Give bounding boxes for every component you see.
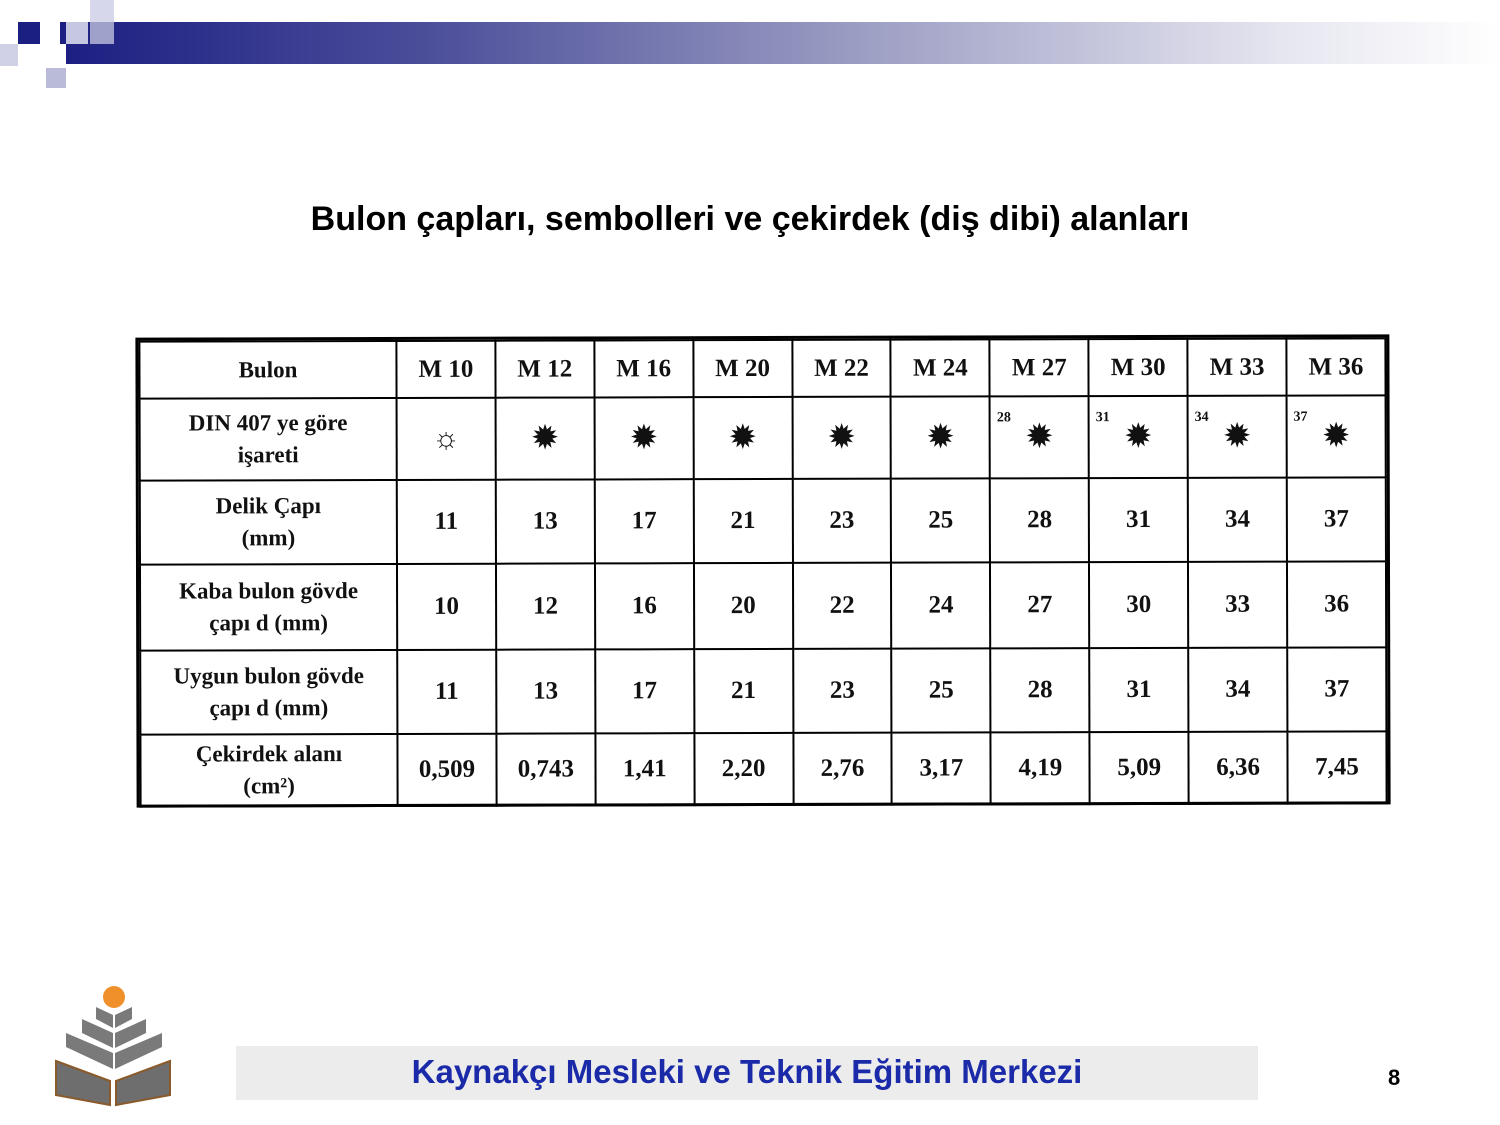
institution-logo-icon (52, 985, 174, 1107)
table-cell: 5,09 (1090, 732, 1189, 804)
symbol-cell (792, 397, 891, 479)
table-cell: 31 (1089, 648, 1188, 732)
table-cell: 25 (892, 648, 991, 732)
table-cell: 30 (1089, 562, 1188, 648)
thread-symbol-icon: ✹ (927, 420, 954, 454)
table-cell: 16 (595, 563, 694, 649)
symbol-number: 34 (1194, 409, 1209, 425)
table-row-symbol (140, 395, 1386, 480)
row-label-line: Uygun bulon gövde (173, 663, 365, 689)
column-header: M 33 (1188, 339, 1287, 396)
table-cell: 13 (496, 649, 595, 733)
column-header: M 27 (990, 339, 1089, 396)
table-cell: 24 (891, 562, 990, 648)
thread-symbol-icon: ✹ (532, 421, 558, 455)
column-header: M 12 (495, 340, 594, 397)
table-cell: 10 (397, 564, 496, 650)
table-cell: 25 (891, 478, 990, 562)
table-cell: 28 (991, 648, 1090, 732)
row-label (140, 564, 397, 651)
header-label-cell: Bulon (139, 341, 396, 399)
table-cell: 1,41 (595, 733, 694, 805)
symbol-number: 31 (1095, 409, 1110, 425)
column-header: M 24 (891, 339, 990, 396)
thread-symbol-icon: ✹ (730, 420, 756, 454)
thread-symbol-icon: ✹ (631, 420, 657, 454)
thread-symbol-icon: ✹ (1125, 419, 1151, 453)
table-cell: 27 (990, 562, 1089, 648)
row-label-line: Çekirdek alanı (195, 741, 343, 767)
symbol-cell (1089, 396, 1188, 478)
row-label-line: Kaba bulon gövde (179, 578, 359, 604)
bolt-spec-table (135, 334, 1390, 807)
bolt-spec-grid (138, 337, 1387, 807)
table-cell: 7,45 (1287, 731, 1386, 803)
symbol-number: 28 (996, 409, 1011, 425)
row-label (140, 734, 397, 807)
table-row-hole-diameter (140, 477, 1386, 564)
row-label (140, 480, 397, 565)
header-gradient-band (60, 22, 1500, 64)
table-cell: 4,19 (991, 732, 1090, 804)
table-cell: 21 (694, 649, 793, 733)
table-cell: 12 (496, 563, 595, 649)
table-cell: 3,17 (892, 732, 991, 804)
thread-symbol-icon: ✹ (829, 420, 855, 454)
table-cell: 2,76 (793, 733, 892, 805)
table-cell: 23 (793, 649, 892, 733)
table-cell: 13 (496, 479, 595, 563)
header-decor-square (90, 22, 114, 44)
thread-symbol-icon: ✹ (1026, 419, 1053, 453)
table-row-core-area (140, 731, 1386, 806)
row-label-line: Delik Çapı (215, 493, 322, 519)
table-cell: 23 (792, 479, 891, 563)
row-label-line: DIN 407 ye göre (188, 410, 348, 436)
table-cell: 0,743 (496, 733, 595, 805)
symbol-cell (397, 398, 496, 480)
symbol-cell (1287, 395, 1386, 477)
table-cell: 37 (1287, 477, 1386, 561)
slide-title: Bulon çapları, sembolleri ve çekirdek (diş dibi) alanları (310, 200, 1190, 238)
row-label (140, 398, 397, 481)
table-cell: 33 (1188, 562, 1287, 648)
row-label-line: çapı d (mm) (209, 695, 329, 721)
table-cell: 2,20 (694, 733, 793, 805)
table-cell: 11 (397, 650, 496, 734)
thread-symbol-icon: ☼ (432, 421, 460, 455)
column-header: M 22 (792, 340, 891, 397)
symbol-cell (891, 396, 990, 478)
table-cell: 22 (793, 563, 892, 649)
header-decor-square (46, 68, 66, 88)
header-decor-square (18, 22, 40, 44)
symbol-cell (990, 396, 1089, 478)
row-label-line: (mm) (241, 525, 296, 551)
header-decor-square (0, 44, 18, 66)
header-decor-square (90, 0, 114, 22)
column-header: M 30 (1089, 339, 1188, 396)
table-cell: 0,509 (397, 734, 496, 806)
table-cell: 20 (694, 563, 793, 649)
table-cell: 28 (990, 478, 1089, 562)
table-cell: 17 (595, 649, 694, 733)
table-cell: 34 (1188, 648, 1287, 732)
row-label-line: çapı d (mm) (209, 610, 329, 636)
column-header: M 10 (396, 341, 495, 398)
symbol-cell (495, 397, 594, 479)
header-decor-square (66, 22, 88, 44)
table-header-row (139, 338, 1385, 398)
table-cell: 34 (1188, 478, 1287, 562)
page-number: 8 (1388, 1065, 1401, 1090)
column-header: M 16 (594, 340, 693, 397)
table-cell: 36 (1287, 561, 1386, 647)
table-cell: 11 (397, 480, 496, 564)
table-row-rough-bolt (140, 561, 1386, 650)
symbol-cell (594, 397, 693, 479)
table-cell: 21 (693, 479, 792, 563)
table-cell: 17 (595, 479, 694, 563)
symbol-number: 37 (1293, 409, 1308, 425)
symbol-cell (693, 397, 792, 479)
column-header: M 36 (1286, 338, 1385, 395)
column-header: M 20 (693, 340, 792, 397)
table-cell: 31 (1089, 478, 1188, 562)
row-label-line: işareti (237, 442, 299, 468)
thread-symbol-icon: ✹ (1224, 419, 1250, 453)
footer-institution-name: Kaynakçı Mesleki ve Teknik Eğitim Merkezi (411, 1053, 1083, 1090)
table-cell: 6,36 (1189, 732, 1288, 804)
row-label (140, 650, 397, 735)
row-label-line: (cm²) (243, 773, 295, 799)
symbol-cell (1188, 396, 1287, 478)
header-decor-square (42, 44, 66, 68)
footer-bar (236, 1046, 1258, 1100)
thread-symbol-icon: ✹ (1323, 418, 1349, 453)
table-row-fitted-bolt (140, 647, 1386, 734)
table-cell: 37 (1287, 647, 1386, 731)
